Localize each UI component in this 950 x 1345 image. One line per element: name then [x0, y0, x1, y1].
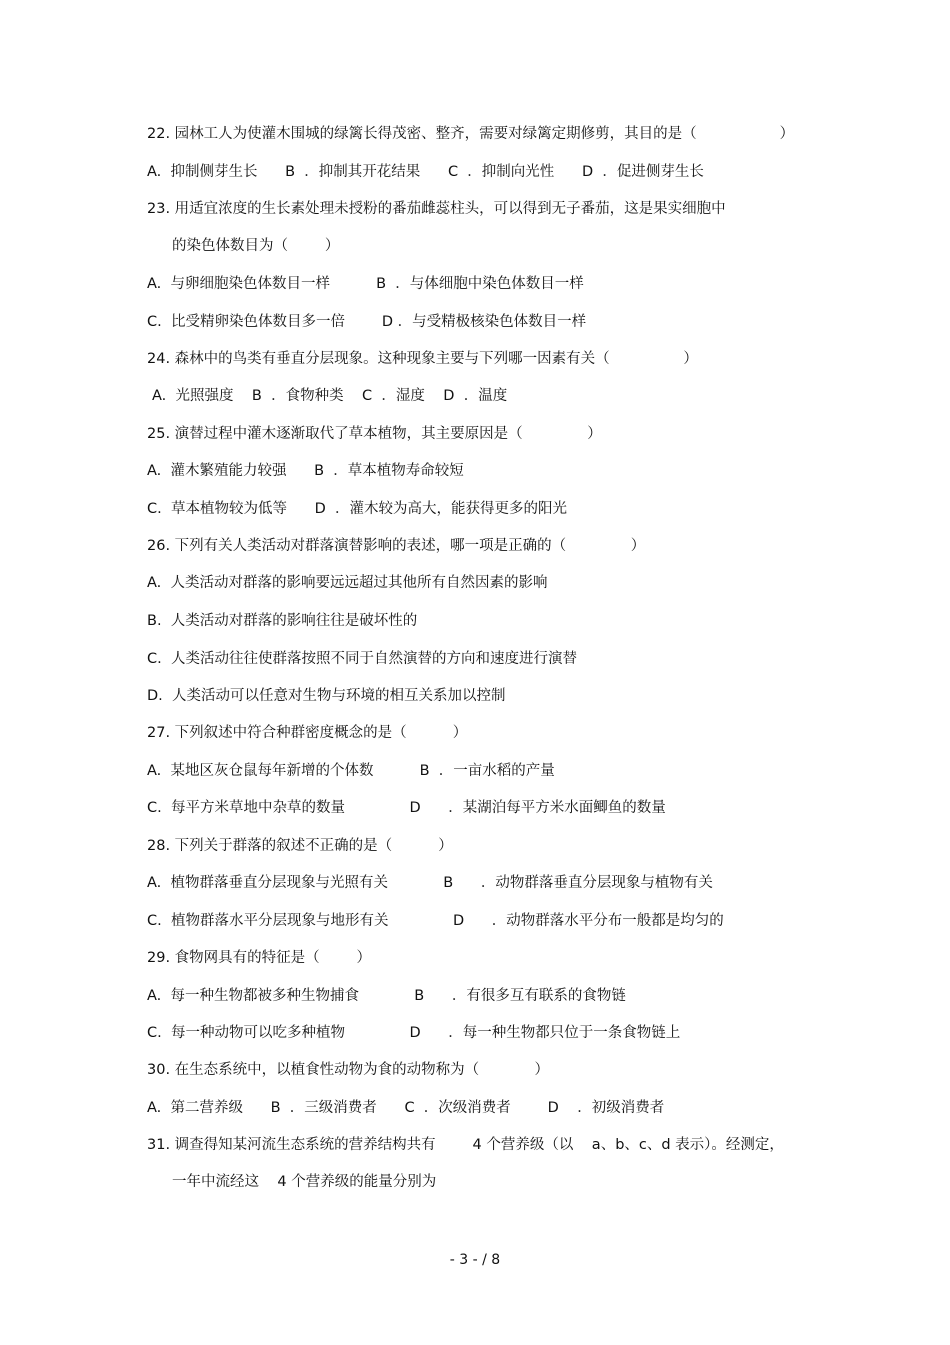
question-27-options-cd: C. 每平方米草地中杂草的数量 D ．某湖泊每平方米水面鲫鱼的数量 [147, 800, 666, 816]
question-25-options-cd: C. 草本植物较为低等 D ．灌木较为高大，能获得更多的阳光 [147, 501, 567, 517]
question-28-options-cd: C. 植物群落水平分层现象与地形有关 D ．动物群落水平分布一般都是均匀的 [147, 913, 724, 929]
question-24: 24. 森林中的鸟类有垂直分层现象。这种现象主要与下列哪一因素有关（ ） [147, 351, 698, 367]
question-27-options-ab: A. 某地区灰仓鼠每年新增的个体数 B ．一亩水稻的产量 [147, 763, 555, 779]
question-23: 23. 用适宜浓度的生长素处理未授粉的番茄雌蕊柱头，可以得到无子番茄，这是果实细胞中 [147, 201, 726, 217]
question-29: 29. 食物网具有的特征是（ ） [147, 950, 372, 966]
question-25: 25. 演替过程中灌木逐渐取代了草本植物，其主要原因是（ ） [147, 426, 602, 442]
question-28: 28. 下列关于群落的叙述不正确的是（ ） [147, 838, 453, 854]
question-24-options: A. 光照强度 B ．食物种类 C ．湿度 D ．温度 [152, 388, 508, 404]
question-29-options-ab: A. 每一种生物都被多种生物捕食 B ．有很多互有联系的食物链 [147, 988, 626, 1004]
question-26-option-c: C. 人类活动往往使群落按照不同于自然演替的方向和速度进行演替 [147, 651, 577, 667]
question-26-option-d: D. 人类活动可以任意对生物与环境的相互关系加以控制 [147, 688, 506, 704]
question-28-options-ab: A. 植物群落垂直分层现象与光照有关 B ．动物群落垂直分层现象与植物有关 [147, 875, 713, 891]
question-27: 27. 下列叙述中符合种群密度概念的是（ ） [147, 725, 468, 741]
question-26-option-b: B. 人类活动对群落的影响往往是破坏性的 [147, 613, 418, 629]
question-25-options-ab: A. 灌木繁殖能力较强 B ．草本植物寿命较短 [147, 463, 464, 479]
question-30: 30. 在生态系统中，以植食性动物为食的动物称为（ ） [147, 1062, 549, 1078]
question-23-options-cd: C. 比受精卵染色体数目多一倍 D ．与受精极核染色体数目一样 [147, 314, 587, 330]
question-26-option-a: A. 人类活动对群落的影响要远远超过其他所有自然因素的影响 [147, 575, 548, 591]
question-23-options-ab: A. 与卵细胞染色体数目一样 B ．与体细胞中染色体数目一样 [147, 276, 584, 292]
question-26: 26. 下列有关人类活动对群落演替影响的表述，哪一项是正确的（ ） [147, 538, 646, 554]
question-31-continued: 一年中流经这 4 个营养级的能量分别为 [172, 1174, 437, 1190]
question-23-continued: 的染色体数目为（ ） [172, 238, 340, 254]
question-22: 22. 园林工人为使灌木围城的绿篱长得茂密、整齐，需要对绿篱定期修剪，其目的是（ ） [147, 126, 795, 142]
question-30-options: A. 第二营养级 B ．三级消费者 C ．次级消费者 D ．初级消费者 [147, 1100, 665, 1116]
question-22-options: A. 抑制侧芽生长 B ．抑制其开花结果 C ．抑制向光性 D ．促进侧芽生长 [147, 164, 704, 180]
question-31: 31. 调查得知某河流生态系统的营养结构共有 4 个营养级（以 a、b、c、d 表示）。经测定， [147, 1137, 784, 1153]
question-29-options-cd: C. 每一种动物可以吃多种植物 D ．每一种生物都只位于一条食物链上 [147, 1025, 681, 1041]
page-number: - 3 - / 8 [449, 1252, 501, 1268]
